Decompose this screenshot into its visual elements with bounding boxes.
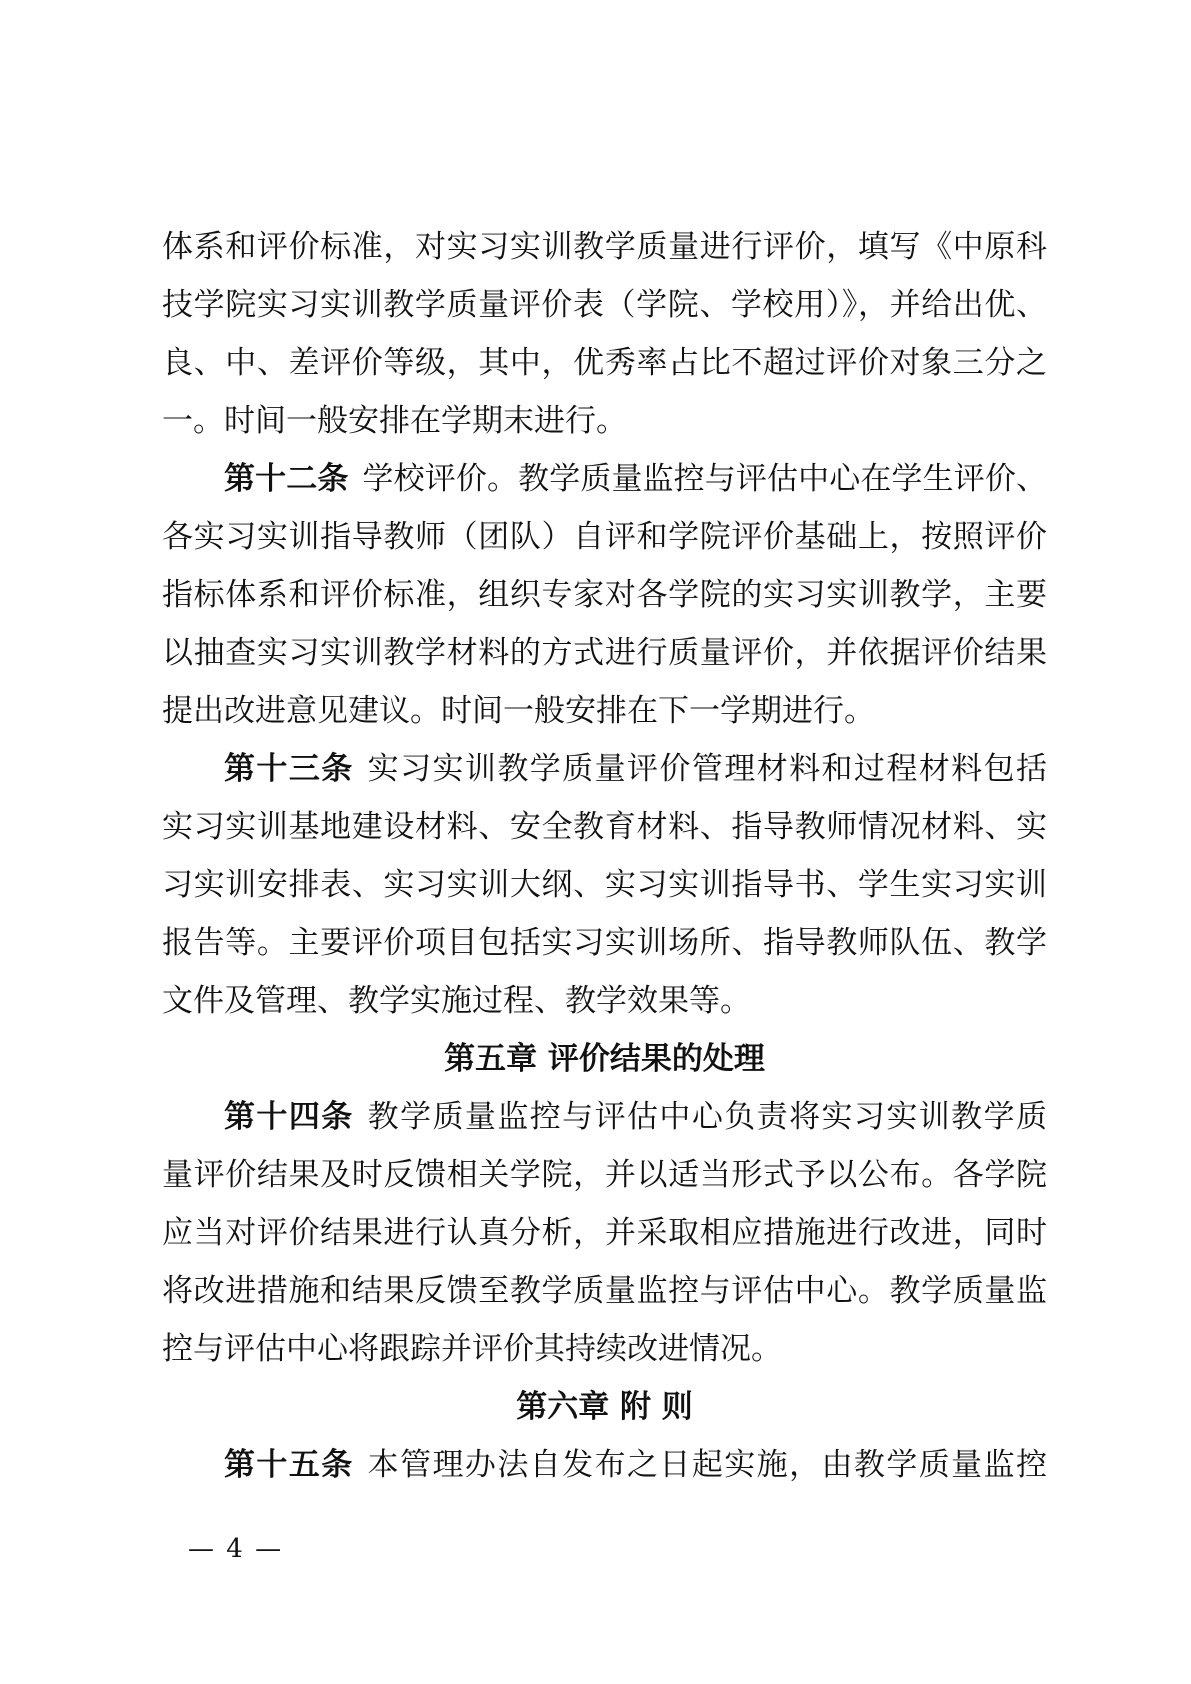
chapter-heading: 第五章 评价结果的处理 [444, 1041, 765, 1077]
text-line [162, 1436, 1047, 1494]
text-line: 各实习实训指导教师（团队）自评和学院评价基础上，按照评价 [162, 519, 1047, 555]
article-text: 教学质量监控与评估中心负责将实习实训教学质 [367, 1099, 1048, 1135]
article-paragraph [162, 1088, 1047, 1378]
text-line: 实习实训基地建设材料、安全教育材料、指导教师情况材料、实 [162, 809, 1047, 845]
article-text: 本管理办法自发布之日起实施，由教学质量监控 [367, 1447, 1048, 1483]
text-line: 习实训安排表、实习实训大纲、实习实训指导书、学生实习实训 [162, 867, 1047, 903]
article-paragraph [162, 740, 1047, 1030]
text-line [162, 1088, 1047, 1146]
page-number: — 4 — [188, 1534, 284, 1564]
text-line: 量评价结果及时反馈相关学院，并以适当形式予以公布。各学院 [162, 1157, 1047, 1193]
text-line: 一。时间一般安排在学期末进行。 [162, 403, 627, 439]
document-body [162, 218, 1047, 1494]
text-line: 控与评估中心将跟踪并评价其持续改进情况。 [162, 1331, 782, 1367]
text-line: 指标体系和评价标准，组织专家对各学院的实习实训教学，主要 [162, 577, 1047, 613]
article-label: 第十三条 [224, 751, 354, 787]
article-label: 第十五条 [224, 1447, 354, 1483]
text-line: 报告等。主要评价项目包括实习实训场所、指导教师队伍、教学 [162, 925, 1047, 961]
article-label: 第十二条 [224, 461, 349, 497]
chapter-heading: 第六章 附 则 [516, 1389, 693, 1425]
text-line: 良、中、差评价等级，其中，优秀率占比不超过评价对象三分之 [162, 345, 1047, 381]
text-line [162, 450, 1047, 508]
text-line: 将改进措施和结果反馈至教学质量监控与评估中心。教学质量监 [162, 1273, 1047, 1309]
article-paragraph [162, 450, 1047, 740]
text-line: 以抽查实习实训教学材料的方式进行质量评价，并依据评价结果 [162, 635, 1047, 671]
article-paragraph [162, 1436, 1047, 1494]
text-line: 应当对评价结果进行认真分析，并采取相应措施进行改进，同时 [162, 1215, 1047, 1251]
paragraph [162, 218, 1047, 450]
text-line: 文件及管理、教学实施过程、教学效果等。 [162, 983, 751, 1019]
article-text: 实习实训教学质量评价管理材料和过程材料包括 [367, 751, 1048, 787]
article-text: 学校评价。教学质量监控与评估中心在学生评价、 [362, 461, 1048, 497]
text-line: 提出改进意见建议。时间一般安排在下一学期进行。 [162, 693, 875, 729]
text-line [162, 740, 1047, 798]
text-line: 技学院实习实训教学质量评价表（学院、学校用）》，并给出优、 [162, 287, 1047, 323]
text-line: 体系和评价标准，对实习实训教学质量进行评价，填写《中原科 [162, 229, 1047, 265]
article-label: 第十四条 [224, 1099, 354, 1135]
